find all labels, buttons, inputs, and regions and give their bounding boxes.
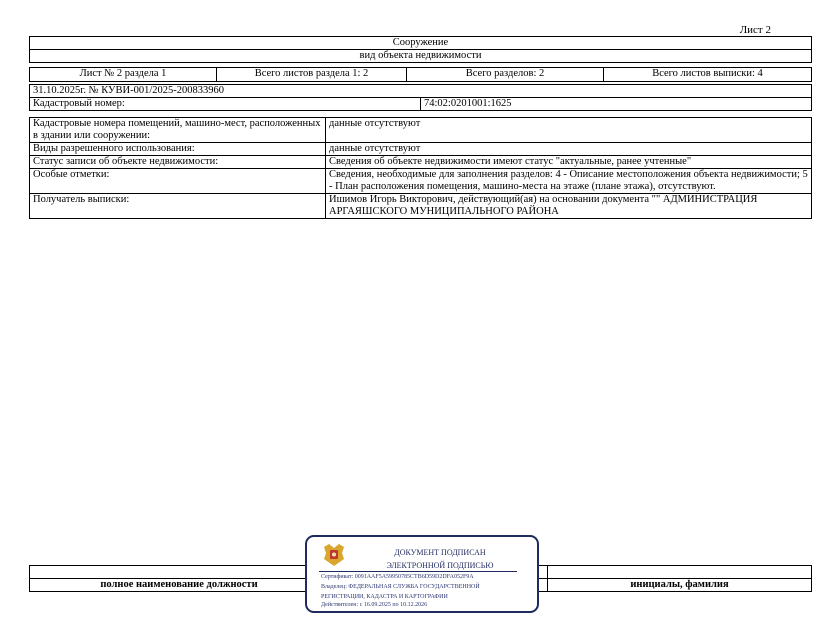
field-label: Особые отметки: — [30, 169, 326, 194]
stamp-owner-2: РЕГИСТРАЦИИ, КАДАСТРА И КАРТОГРАФИИ — [321, 594, 448, 600]
field-row — [30, 143, 812, 156]
fields-table — [29, 117, 812, 219]
stamp-title-2: ЭЛЕКТРОННОЙ ПОДПИСЬЮ — [386, 561, 494, 570]
field-row — [30, 118, 812, 143]
field-row — [30, 169, 812, 194]
stamp-validity: Действителен: с 16.09.2025 по 10.12.2026 — [321, 602, 428, 608]
e-signature-stamp — [305, 535, 539, 613]
stamp-title-1: ДОКУМЕНТ ПОДПИСАН — [394, 548, 486, 557]
sheet-number: Лист 2 — [739, 24, 771, 36]
sheet-info-table — [29, 67, 812, 82]
field-value: Сведения, необходимые для заполнения разделов: 4 - Описание местоположения объекта недвижимости; 5 - План расположения помещения, машино-места на этаже (плане этажа), отсутствуют. — [326, 169, 812, 194]
object-kind-label: вид объекта недвижимости — [30, 50, 812, 63]
position-label: полное наименование должности — [30, 579, 329, 592]
sheet-of-section: Лист № 2 раздела 1 — [30, 68, 217, 82]
field-label: Виды разрешенного использования: — [30, 143, 326, 156]
field-value: Ишимов Игорь Викторович, действующий(ая) на основании документа "" АДМИНИСТРАЦИЯ АРГАЯШСКОГО МУНИЦИПАЛЬНОГО РАЙОНА — [326, 194, 812, 219]
coat-of-arms-icon — [321, 541, 347, 567]
total-sections: Всего разделов: 2 — [407, 68, 604, 82]
cadastral-label: Кадастровый номер: — [30, 98, 421, 111]
field-value: данные отсутствуют — [326, 143, 812, 156]
field-label: Кадастровые номера помещений, машино-мест, расположенных в здании или сооружении: — [30, 118, 326, 143]
field-label: Получатель выписки: — [30, 194, 326, 219]
object-header-table — [29, 36, 812, 63]
date-number: 31.10.2025г. № КУВИ-001/2025-200833960 — [30, 85, 812, 98]
field-value: Сведения об объекте недвижимости имеют статус "актуальные, ранее учтенные" — [326, 156, 812, 169]
stamp-divider — [319, 571, 517, 572]
field-value: данные отсутствуют — [326, 118, 812, 143]
stamp-certificate: Сертификат: 0091AAF5A59950785CTB6D59D2DFA052F9A — [321, 574, 474, 580]
field-row — [30, 194, 812, 219]
name-label: инициалы, фамилия — [548, 579, 812, 592]
stamp-owner-1: Владелец: ФЕДЕРАЛЬНАЯ СЛУЖБА ГОСУДАРСТВЕННОЙ — [321, 584, 480, 590]
field-row — [30, 156, 812, 169]
cadastral-value: 74:02:0201001:1625 — [421, 98, 812, 111]
object-type: Сооружение — [30, 37, 812, 50]
position-line — [30, 566, 329, 579]
total-sheets-section: Всего листов раздела 1: 2 — [217, 68, 407, 82]
total-sheets-extract: Всего листов выписки: 4 — [604, 68, 812, 82]
name-line — [548, 566, 812, 579]
doc-meta-table — [29, 84, 812, 111]
field-label: Статус записи об объекте недвижимости: — [30, 156, 326, 169]
